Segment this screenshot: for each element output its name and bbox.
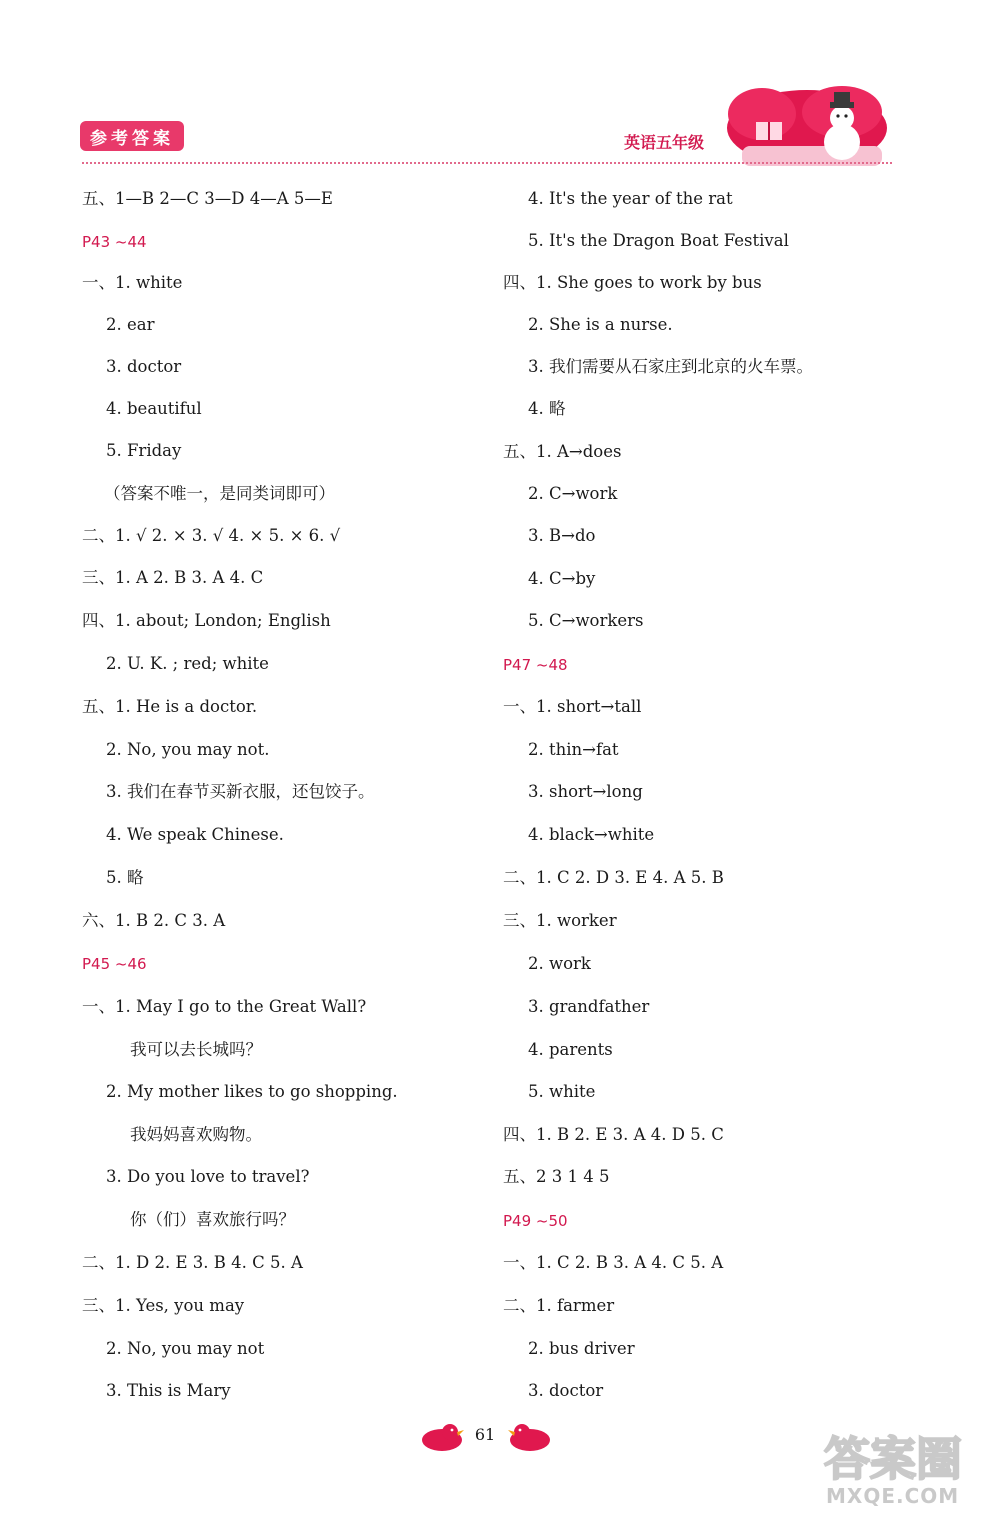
answer-line: 二、1. D 2. E 3. B 4. C 5. A bbox=[82, 1253, 303, 1272]
answer-line: 2. bus driver bbox=[528, 1339, 635, 1358]
answer-line: 2. My mother likes to go shopping. bbox=[106, 1082, 398, 1101]
answer-line: 5. It's the Dragon Boat Festival bbox=[528, 231, 789, 250]
watermark-site: MXQE.COM bbox=[826, 1484, 960, 1508]
answer-line: 4. We speak Chinese. bbox=[106, 825, 284, 844]
section-heading: P45 ~46 bbox=[82, 955, 147, 973]
answer-line: 3. B→do bbox=[528, 526, 596, 545]
answer-line: 4. beautiful bbox=[106, 399, 202, 418]
watermark-chars: 答案圈 bbox=[824, 1432, 962, 1486]
answer-line: 4. It's the year of the rat bbox=[528, 189, 733, 208]
answer-line: 五、1—B 2—C 3—D 4—A 5—E bbox=[82, 189, 333, 208]
answer-note: （答案不唯一，是同类词即可） bbox=[104, 484, 335, 503]
answer-line: 三、1. worker bbox=[503, 911, 617, 930]
answer-line: 我妈妈喜欢购物。 bbox=[130, 1125, 262, 1144]
answer-line: 4. 略 bbox=[528, 399, 566, 418]
section-heading: P47 ~48 bbox=[503, 656, 568, 674]
header-divider bbox=[82, 162, 892, 164]
answer-line: 5. 略 bbox=[106, 868, 144, 887]
page-header bbox=[0, 0, 1000, 175]
answer-line: 3. grandfather bbox=[528, 997, 650, 1016]
answer-line: 3. 我们在春节买新衣服，还包饺子。 bbox=[106, 782, 375, 801]
section-heading: P43 ~44 bbox=[82, 233, 147, 251]
answer-line: 3. doctor bbox=[528, 1381, 604, 1400]
answer-line: 六、1. B 2. C 3. A bbox=[82, 911, 226, 930]
answer-line: 二、1. C 2. D 3. E 4. A 5. B bbox=[503, 868, 724, 887]
answer-line: 5. Friday bbox=[106, 441, 182, 460]
answer-line: 你（们）喜欢旅行吗？ bbox=[130, 1210, 295, 1229]
badge-label: 参考答案 bbox=[90, 128, 174, 149]
answer-line: 一、1. May I go to the Great Wall? bbox=[82, 997, 367, 1016]
bird-left-icon bbox=[420, 1420, 464, 1454]
answer-line: 5. C→workers bbox=[528, 611, 644, 630]
answer-line: 我可以去长城吗？ bbox=[130, 1040, 262, 1059]
answer-key-badge bbox=[80, 121, 184, 151]
answer-line: 5. white bbox=[528, 1082, 596, 1101]
answer-line: 2. U. K. ; red; white bbox=[106, 654, 269, 673]
answer-line: 一、1. C 2. B 3. A 4. C 5. A bbox=[503, 1253, 724, 1272]
answer-line: 四、1. B 2. E 3. A 4. D 5. C bbox=[503, 1125, 724, 1144]
answer-line: 五、1. He is a doctor. bbox=[82, 697, 258, 716]
answer-line: 4. C→by bbox=[528, 569, 596, 588]
answer-line: 2. No, you may not. bbox=[106, 740, 270, 759]
answer-line: 三、1. A 2. B 3. A 4. C bbox=[82, 568, 264, 587]
answer-line: 2. ear bbox=[106, 315, 155, 334]
answer-line: 三、1. Yes, you may bbox=[82, 1296, 245, 1315]
answer-line: 2. thin→fat bbox=[528, 740, 619, 759]
page-number: 61 bbox=[474, 1425, 496, 1444]
answer-line: 2. C→work bbox=[528, 484, 618, 503]
answer-line: 二、1. √ 2. × 3. √ 4. × 5. × 6. √ bbox=[82, 526, 341, 545]
answer-line: 3. 我们需要从石家庄到北京的火车票。 bbox=[528, 357, 813, 376]
answer-line: 4. black→white bbox=[528, 825, 655, 844]
answer-line: 四、1. about; London; English bbox=[82, 611, 331, 630]
answer-line: 一、1. white bbox=[82, 273, 183, 292]
answer-line: 二、1. farmer bbox=[503, 1296, 615, 1315]
answer-line: 一、1. short→tall bbox=[503, 697, 642, 716]
answer-line: 五、2 3 1 4 5 bbox=[503, 1167, 610, 1186]
answer-line: 四、1. She goes to work by bus bbox=[503, 273, 762, 292]
answer-line: 2. She is a nurse. bbox=[528, 315, 673, 334]
answer-line: 2. work bbox=[528, 954, 591, 973]
answer-line: 4. parents bbox=[528, 1040, 613, 1059]
answer-line: 3. Do you love to travel? bbox=[106, 1167, 310, 1186]
answer-line: 3. This is Mary bbox=[106, 1381, 231, 1400]
subject-title: 英语五年级 bbox=[624, 133, 705, 152]
snowman-illustration bbox=[722, 84, 892, 170]
answer-line: 2. No, you may not bbox=[106, 1339, 265, 1358]
bird-right-icon bbox=[508, 1420, 552, 1454]
answer-line: 五、1. A→does bbox=[503, 442, 622, 461]
answer-line: 3. doctor bbox=[106, 357, 182, 376]
section-heading: P49 ~50 bbox=[503, 1212, 568, 1230]
answer-line: 3. short→long bbox=[528, 782, 643, 801]
